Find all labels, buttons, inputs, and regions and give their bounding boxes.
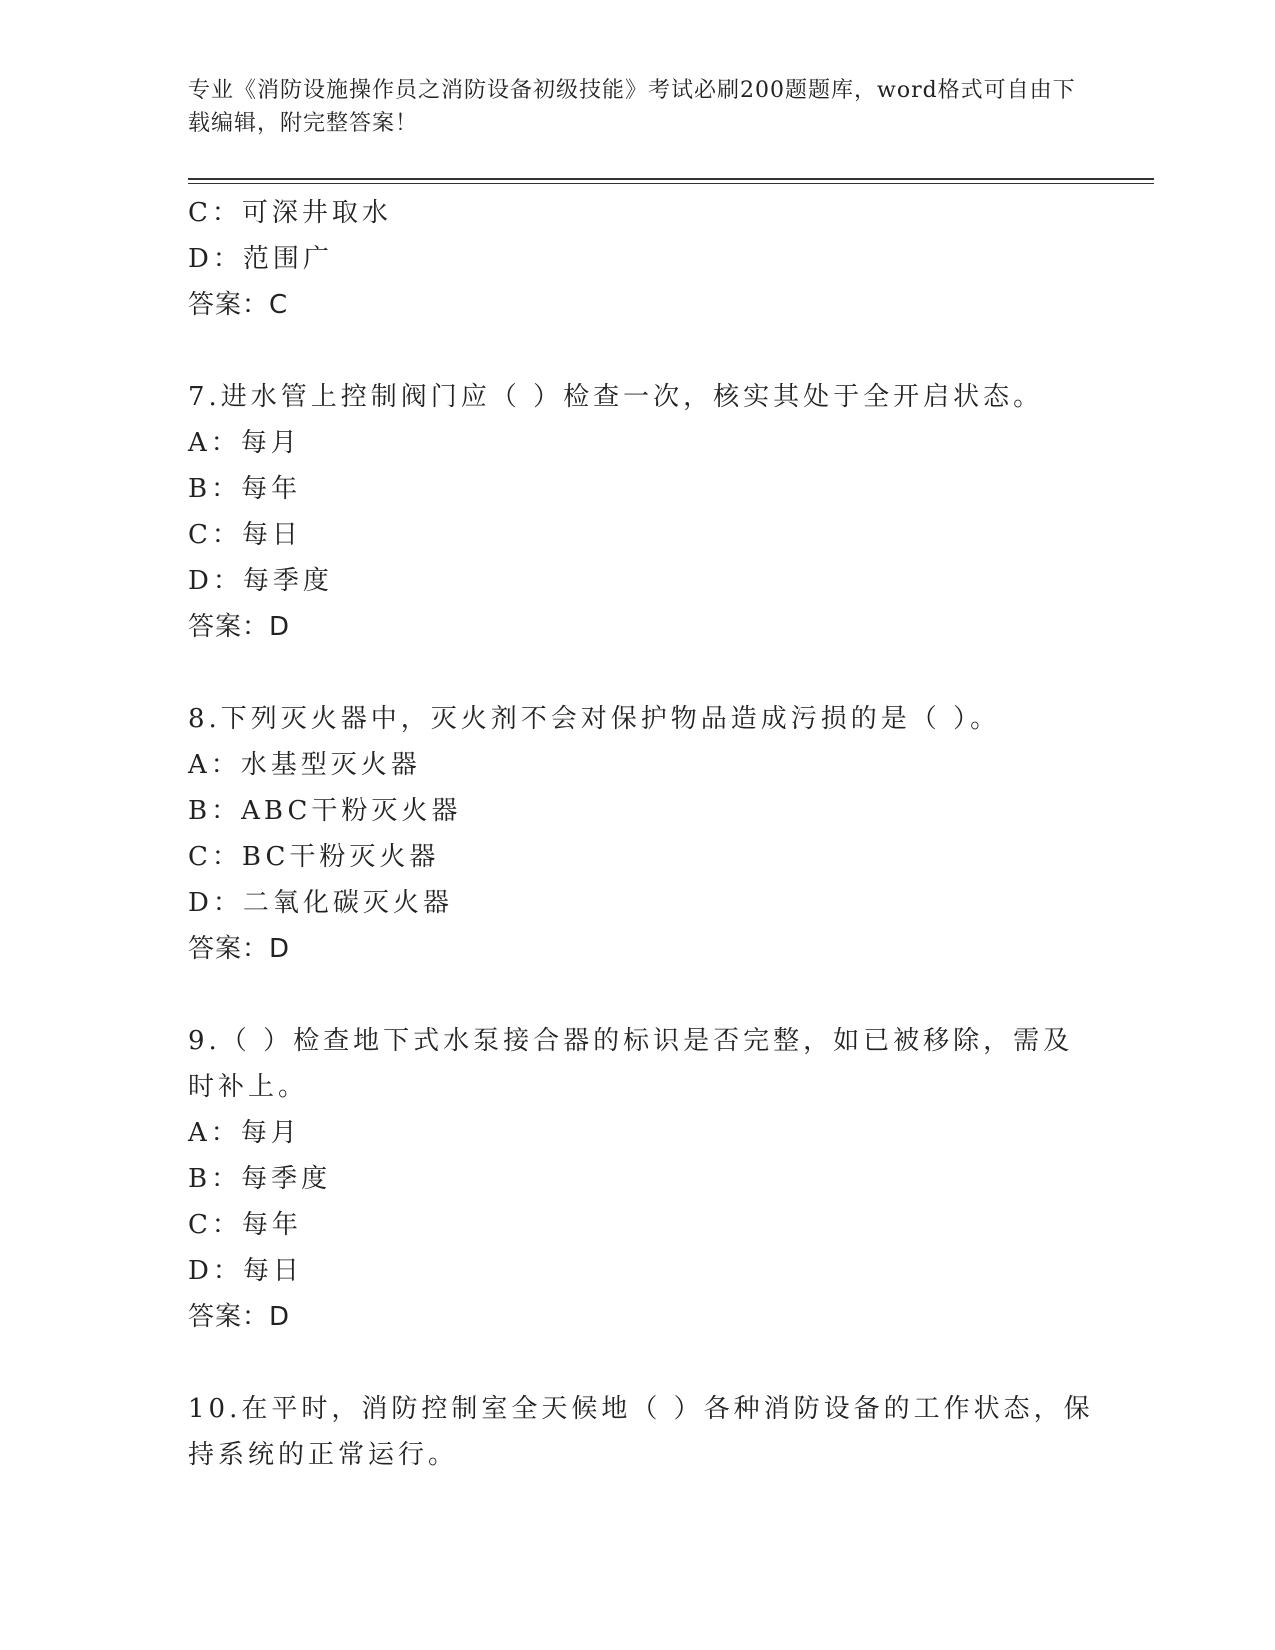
option-d: D：每季度: [188, 566, 333, 596]
question-stem-continued: 时补上。: [188, 1072, 309, 1102]
answer-line: 答案：D: [188, 934, 291, 964]
option-a: A：每月: [188, 428, 301, 458]
question-stem: 10.在平时，消防控制室全天候地（ ）各种消防设备的工作状态，保: [188, 1394, 1094, 1424]
answer-line: 答案：C: [188, 290, 289, 320]
option-d: D：每日: [188, 1256, 303, 1286]
document-header: 专业《消防设施操作员之消防设备初级技能》考试必刷200题题库，word格式可自由下载编辑，附完整答案！: [188, 78, 1076, 136]
question-stem: 8.下列灭火器中，灭火剂不会对保护物品造成污损的是（ ）。: [188, 704, 1001, 734]
answer-line: 答案：D: [188, 1302, 291, 1332]
option-c: C：可深井取水: [188, 198, 392, 228]
question-stem: 9.（ ）检查地下式水泵接合器的标识是否完整，如已被移除，需及: [188, 1026, 1074, 1056]
option-c: C：每年: [188, 1210, 302, 1240]
option-a: A：每月: [188, 1118, 301, 1148]
option-b: B：ABC干粉灭火器: [188, 796, 462, 826]
option-b: B：每年: [188, 474, 302, 504]
answer-line: 答案：D: [188, 612, 291, 642]
option-d: D：二氧化碳灭火器: [188, 888, 453, 918]
header-rule-thick: [188, 178, 1154, 180]
question-list: [188, 190, 1094, 1478]
question-stem: 7.进水管上控制阀门应（ ）检查一次，核实其处于全开启状态。: [188, 382, 1044, 412]
option-c: C：每日: [188, 520, 302, 550]
option-d: D：范围广: [188, 244, 333, 274]
option-b: B：每季度: [188, 1164, 332, 1194]
option-c: C：BC干粉灭火器: [188, 842, 440, 872]
option-a: A：水基型灭火器: [188, 750, 421, 780]
question-stem-continued: 持系统的正常运行。: [188, 1440, 459, 1470]
header-rule-thin: [188, 183, 1154, 184]
